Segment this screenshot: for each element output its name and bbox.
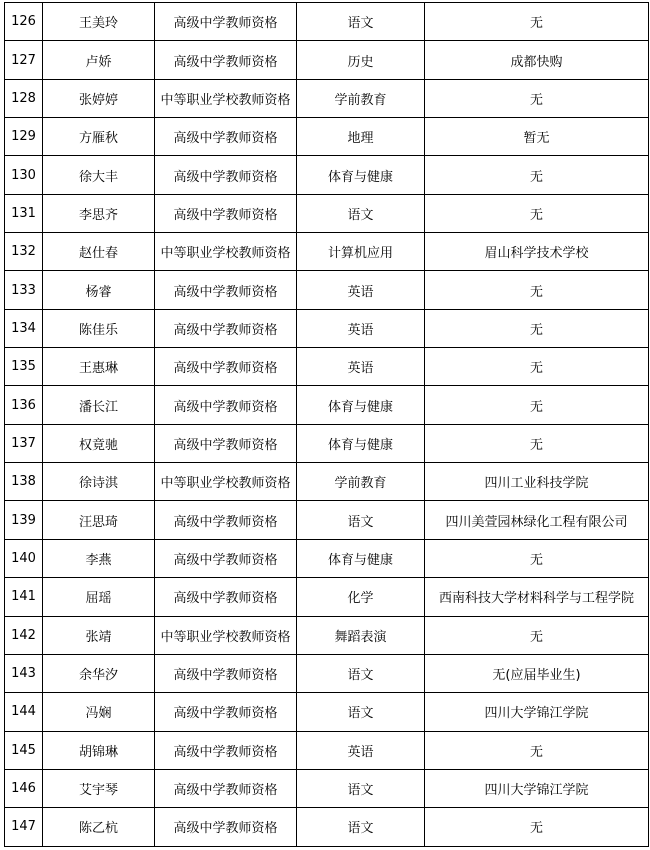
subject-cell: 英语 [297,271,425,309]
name-cell: 胡锦琳 [43,731,155,769]
row-number-cell: 137 [5,424,43,462]
subject-cell: 计算机应用 [297,233,425,271]
work-unit-cell: 无 [425,424,649,462]
qualification-cell: 高级中学教师资格 [155,309,297,347]
subject-cell: 学前教育 [297,463,425,501]
row-number-cell: 142 [5,616,43,654]
qualification-cell: 高级中学教师资格 [155,118,297,156]
row-number-cell: 130 [5,156,43,194]
qualification-cell: 高级中学教师资格 [155,424,297,462]
work-unit-cell: 无 [425,271,649,309]
row-number-cell: 140 [5,539,43,577]
name-cell: 艾宇琴 [43,769,155,807]
work-unit-cell: 无(应届毕业生) [425,654,649,692]
subject-cell: 体育与健康 [297,424,425,462]
row-number-cell: 132 [5,233,43,271]
row-number-cell: 144 [5,693,43,731]
name-cell: 李燕 [43,539,155,577]
work-unit-cell: 无 [425,194,649,232]
work-unit-cell: 眉山科学技术学校 [425,233,649,271]
qualification-cell: 中等职业学校教师资格 [155,463,297,501]
table-row [5,769,649,807]
work-unit-cell: 暂无 [425,118,649,156]
name-cell: 方雁秋 [43,118,155,156]
table-row [5,386,649,424]
subject-cell: 体育与健康 [297,386,425,424]
name-cell: 汪思琦 [43,501,155,539]
qualification-cell: 中等职业学校教师资格 [155,79,297,117]
table-row [5,271,649,309]
table-row [5,41,649,79]
qualification-cell: 高级中学教师资格 [155,3,297,41]
table-row [5,118,649,156]
qualification-cell: 高级中学教师资格 [155,731,297,769]
work-unit-cell: 无 [425,3,649,41]
work-unit-cell: 四川大学锦江学院 [425,693,649,731]
work-unit-cell: 无 [425,156,649,194]
qualification-cell: 高级中学教师资格 [155,808,297,846]
row-number-cell: 133 [5,271,43,309]
work-unit-cell: 无 [425,309,649,347]
qualification-cell: 高级中学教师资格 [155,501,297,539]
subject-cell: 学前教育 [297,79,425,117]
work-unit-cell: 无 [425,808,649,846]
row-number-cell: 141 [5,578,43,616]
work-unit-cell: 无 [425,386,649,424]
subject-cell: 语文 [297,769,425,807]
row-number-cell: 136 [5,386,43,424]
subject-cell: 英语 [297,309,425,347]
subject-cell: 语文 [297,808,425,846]
subject-cell: 语文 [297,654,425,692]
qualification-cell: 高级中学教师资格 [155,194,297,232]
qualification-cell: 高级中学教师资格 [155,156,297,194]
subject-cell: 英语 [297,731,425,769]
row-number-cell: 128 [5,79,43,117]
table-row [5,194,649,232]
qualification-cell: 中等职业学校教师资格 [155,233,297,271]
row-number-cell: 126 [5,3,43,41]
name-cell: 李思齐 [43,194,155,232]
row-number-cell: 147 [5,808,43,846]
qualification-cell: 中等职业学校教师资格 [155,616,297,654]
table-row [5,539,649,577]
subject-cell: 地理 [297,118,425,156]
work-unit-cell: 四川美萱园林绿化工程有限公司 [425,501,649,539]
roster-table-body [5,3,649,847]
table-row [5,309,649,347]
name-cell: 赵仕春 [43,233,155,271]
name-cell: 张婷婷 [43,79,155,117]
name-cell: 卢娇 [43,41,155,79]
qualification-cell: 高级中学教师资格 [155,348,297,386]
subject-cell: 化学 [297,578,425,616]
work-unit-cell: 四川工业科技学院 [425,463,649,501]
qualification-cell: 高级中学教师资格 [155,578,297,616]
row-number-cell: 138 [5,463,43,501]
table-row [5,233,649,271]
name-cell: 杨睿 [43,271,155,309]
qualification-cell: 高级中学教师资格 [155,693,297,731]
row-number-cell: 146 [5,769,43,807]
table-row [5,79,649,117]
table-row [5,578,649,616]
table-row [5,808,649,846]
row-number-cell: 129 [5,118,43,156]
work-unit-cell: 四川大学锦江学院 [425,769,649,807]
qualification-cell: 高级中学教师资格 [155,386,297,424]
roster-table [4,2,649,847]
name-cell: 张靖 [43,616,155,654]
name-cell: 陈佳乐 [43,309,155,347]
work-unit-cell: 成都快购 [425,41,649,79]
qualification-cell: 高级中学教师资格 [155,271,297,309]
table-row [5,463,649,501]
row-number-cell: 143 [5,654,43,692]
subject-cell: 历史 [297,41,425,79]
table-row [5,424,649,462]
subject-cell: 语文 [297,3,425,41]
work-unit-cell: 无 [425,539,649,577]
name-cell: 王美玲 [43,3,155,41]
row-number-cell: 139 [5,501,43,539]
table-row [5,501,649,539]
subject-cell: 语文 [297,501,425,539]
table-row [5,156,649,194]
qualification-cell: 高级中学教师资格 [155,41,297,79]
work-unit-cell: 无 [425,731,649,769]
row-number-cell: 131 [5,194,43,232]
name-cell: 权竟驰 [43,424,155,462]
row-number-cell: 127 [5,41,43,79]
subject-cell: 体育与健康 [297,156,425,194]
table-row [5,693,649,731]
name-cell: 陈乙杭 [43,808,155,846]
name-cell: 屈瑶 [43,578,155,616]
name-cell: 冯娴 [43,693,155,731]
table-row [5,654,649,692]
name-cell: 王惠琳 [43,348,155,386]
row-number-cell: 134 [5,309,43,347]
subject-cell: 语文 [297,693,425,731]
work-unit-cell: 西南科技大学材料科学与工程学院 [425,578,649,616]
qualification-cell: 高级中学教师资格 [155,769,297,807]
work-unit-cell: 无 [425,616,649,654]
row-number-cell: 145 [5,731,43,769]
name-cell: 徐诗淇 [43,463,155,501]
name-cell: 余华汐 [43,654,155,692]
table-row [5,731,649,769]
subject-cell: 语文 [297,194,425,232]
table-row [5,348,649,386]
subject-cell: 舞蹈表演 [297,616,425,654]
name-cell: 徐大丰 [43,156,155,194]
work-unit-cell: 无 [425,79,649,117]
qualification-cell: 高级中学教师资格 [155,654,297,692]
table-row [5,3,649,41]
row-number-cell: 135 [5,348,43,386]
table-row [5,616,649,654]
qualification-cell: 高级中学教师资格 [155,539,297,577]
subject-cell: 英语 [297,348,425,386]
name-cell: 潘长江 [43,386,155,424]
work-unit-cell: 无 [425,348,649,386]
subject-cell: 体育与健康 [297,539,425,577]
